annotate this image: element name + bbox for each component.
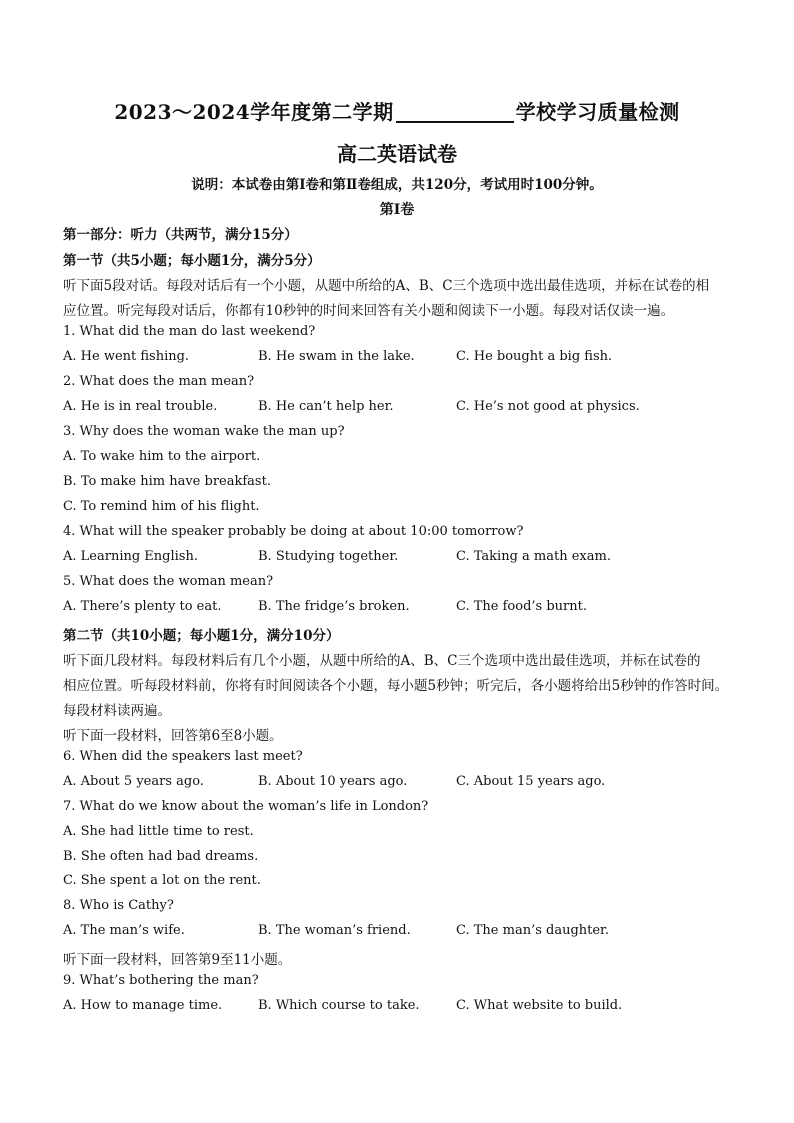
option-c: C. Taking a math exam. <box>456 549 611 564</box>
section2-heading: 第二节（共10小题；每小题1分，满分10分） <box>63 628 340 644</box>
option-b: B. The fridge’s broken. <box>258 599 410 614</box>
question-7: 7. What do we know about the woman’s life in London? <box>63 799 429 814</box>
question-3: 3. Why does the woman wake the man up? <box>63 424 345 439</box>
option-c: C. About 15 years ago. <box>456 774 606 789</box>
section2-instructions-line: 听下面几段材料。每段材料后有几个小题，从题中所给的A、B、C三个选项中选出最佳选项，并标在试卷的 <box>63 653 701 669</box>
option-c: C. The man’s daughter. <box>456 923 609 938</box>
option-c: C. He bought a big fish. <box>456 349 613 364</box>
option-b: B. She often had bad dreams. <box>63 849 259 864</box>
section1-heading: 第一节（共5小题；每小题1分，满分5分） <box>63 253 321 269</box>
option-a: A. To wake him to the airport. <box>63 449 261 464</box>
exam-title <box>0 96 794 125</box>
option-a: A. Learning English. <box>63 549 198 564</box>
school-name-blank <box>396 101 514 123</box>
section1-instructions-line: 应位置。听完每段对话后，你都有10秒钟的时间来回答有关小题和阅读下一小题。每段对话仅读一遍。 <box>63 303 675 319</box>
option-c: C. He’s not good at physics. <box>456 399 640 414</box>
section2-instructions-line: 相应位置。听每段材料前，你将有时间阅读各个小题，每小题5秒钟；听完后，各小题将给出5秒钟的作答时间。 <box>63 678 729 694</box>
exam-subtitle: 高二英语试卷 <box>337 142 457 166</box>
option-a: A. There’s plenty to eat. <box>63 599 222 614</box>
question-4: 4. What will the speaker probably be doing at about 10:00 tomorrow? <box>63 524 524 539</box>
option-a: A. She had little time to rest. <box>63 824 254 839</box>
option-b: B. He can’t help her. <box>258 399 394 414</box>
option-a: A. How to manage time. <box>63 998 223 1013</box>
option-c: C. She spent a lot on the rent. <box>63 873 261 888</box>
question-2: 2. What does the man mean? <box>63 374 255 389</box>
exam-title-year: 2023～2024学年度第二学期 <box>114 100 394 124</box>
option-b: B. He swam in the lake. <box>258 349 415 364</box>
question-5: 5. What does the woman mean? <box>63 574 274 589</box>
exam-title-school: 学校学习质量检测 <box>515 100 680 124</box>
option-a: A. About 5 years ago. <box>63 774 204 789</box>
question-1: 1. What did the man do last weekend? <box>63 324 316 339</box>
material-2-prompt: 听下面一段材料，回答第9至11小题。 <box>63 952 292 968</box>
option-b: B. Which course to take. <box>258 998 420 1013</box>
question-9: 9. What’s bothering the man? <box>63 973 259 988</box>
section2-instructions-line: 每段材料读两遍。 <box>63 703 171 719</box>
part1-heading: 第一部分：听力（共两节，满分15分） <box>63 227 298 243</box>
section1-instructions-line: 听下面5段对话。每段对话后有一个小题，从题中所给的A、B、C三个选项中选出最佳选项，并标在试卷的相 <box>63 278 710 294</box>
option-a: A. He went fishing. <box>63 349 190 364</box>
question-8: 8. Who is Cathy? <box>63 898 174 913</box>
option-a: A. He is in real trouble. <box>63 399 218 414</box>
exam-note: 说明：本试卷由第Ⅰ卷和第Ⅱ卷组成，共120分，考试用时100分钟。 <box>191 177 603 193</box>
option-b: B. About 10 years ago. <box>258 774 408 789</box>
option-b: B. To make him have breakfast. <box>63 474 271 489</box>
material-1-prompt: 听下面一段材料，回答第6至8小题。 <box>63 728 283 744</box>
option-c: C. To remind him of his flight. <box>63 499 260 514</box>
option-c: C. The food’s burnt. <box>456 599 587 614</box>
volume-heading: 第Ⅰ卷 <box>379 202 415 218</box>
option-a: A. The man’s wife. <box>63 923 185 938</box>
question-6: 6. When did the speakers last meet? <box>63 749 303 764</box>
option-b: B. Studying together. <box>258 549 399 564</box>
option-c: C. What website to build. <box>456 998 623 1013</box>
option-b: B. The woman’s friend. <box>258 923 411 938</box>
